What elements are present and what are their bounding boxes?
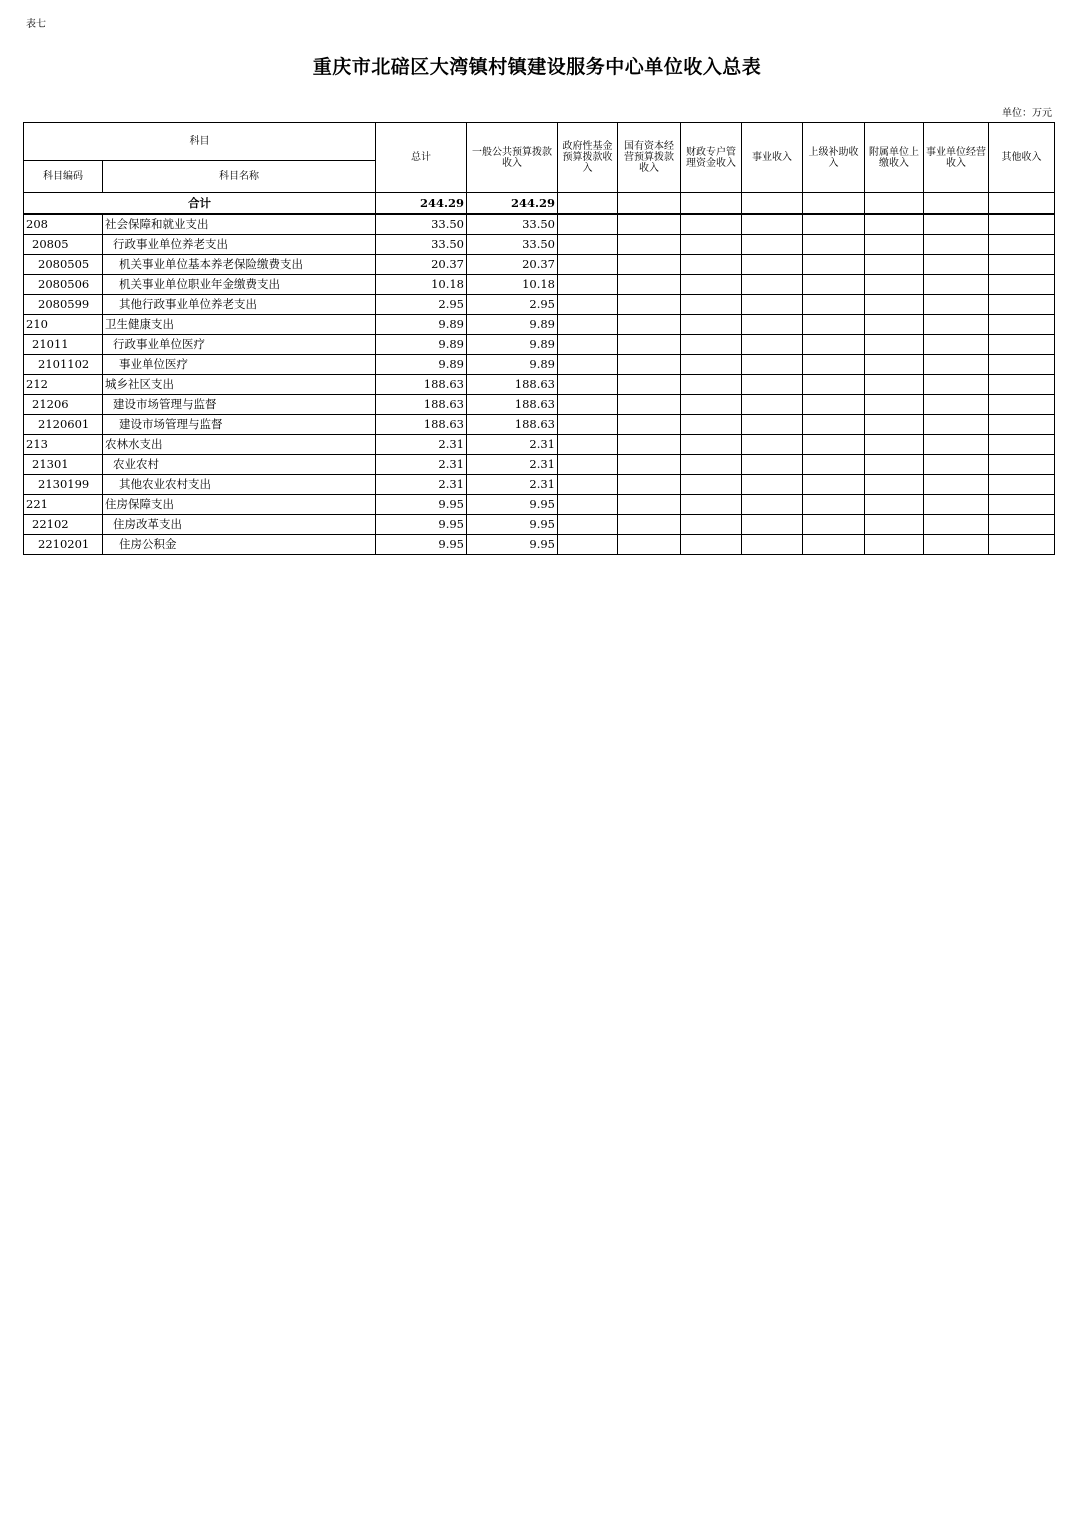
row-empty-cell: [924, 475, 989, 495]
row-empty-cell: [681, 315, 742, 335]
row-empty-cell: [618, 214, 681, 235]
table-row: [24, 214, 1055, 235]
row-empty-cell: [803, 335, 865, 355]
table-row: [24, 355, 1055, 375]
row-empty-cell: [742, 295, 803, 315]
row-empty-cell: [989, 515, 1055, 535]
row-code: 21301: [24, 455, 103, 475]
income-summary-table: [23, 122, 1055, 555]
row-empty-cell: [742, 535, 803, 555]
row-code: 213: [24, 435, 103, 455]
table-row: [24, 335, 1055, 355]
row-empty-cell: [989, 495, 1055, 515]
row-empty-cell: [989, 435, 1055, 455]
row-total: 188.63: [376, 395, 467, 415]
row-empty-cell: [865, 355, 924, 375]
row-empty-cell: [681, 475, 742, 495]
row-general-budget: 9.89: [467, 315, 558, 335]
row-code: 210: [24, 315, 103, 335]
row-code: 22102: [24, 515, 103, 535]
header-col-general-budget: 一般公共预算拨款收入: [467, 123, 558, 193]
row-name: 行政事业单位养老支出: [103, 235, 376, 255]
row-general-budget: 188.63: [467, 375, 558, 395]
row-code: 212: [24, 375, 103, 395]
row-empty-cell: [803, 455, 865, 475]
page-title: 重庆市北碚区大湾镇村镇建设服务中心单位收入总表: [312, 56, 762, 78]
row-code: 2120601: [24, 415, 103, 435]
row-total: 188.63: [376, 415, 467, 435]
row-empty-cell: [865, 275, 924, 295]
row-empty-cell: [989, 315, 1055, 335]
row-empty-cell: [618, 475, 681, 495]
row-total: 33.50: [376, 235, 467, 255]
row-total: 9.95: [376, 515, 467, 535]
row-empty-cell: [803, 395, 865, 415]
row-empty-cell: [924, 235, 989, 255]
row-name: 农林水支出: [103, 435, 376, 455]
row-total: 9.89: [376, 335, 467, 355]
row-empty-cell: [618, 375, 681, 395]
row-empty-cell: [924, 455, 989, 475]
row-name: 住房保障支出: [103, 495, 376, 515]
row-total: 9.89: [376, 355, 467, 375]
table-row: [24, 255, 1055, 275]
row-empty-cell: [989, 415, 1055, 435]
row-empty-cell: [681, 495, 742, 515]
row-total: 188.63: [376, 375, 467, 395]
row-empty-cell: [618, 455, 681, 475]
row-empty-cell: [558, 235, 618, 255]
row-code: 2080506: [24, 275, 103, 295]
row-empty-cell: [681, 515, 742, 535]
total-sum: 244.29: [376, 193, 467, 215]
row-empty-cell: [618, 435, 681, 455]
row-empty-cell: [803, 255, 865, 275]
row-empty-cell: [618, 395, 681, 415]
row-empty-cell: [558, 335, 618, 355]
row-code: 21206: [24, 395, 103, 415]
row-name: 行政事业单位医疗: [103, 335, 376, 355]
row-empty-cell: [924, 375, 989, 395]
row-empty-cell: [924, 515, 989, 535]
row-general-budget: 20.37: [467, 255, 558, 275]
row-general-budget: 10.18: [467, 275, 558, 295]
row-general-budget: 9.95: [467, 515, 558, 535]
table-row: [24, 475, 1055, 495]
row-empty-cell: [681, 395, 742, 415]
row-empty-cell: [989, 214, 1055, 235]
row-general-budget: 2.31: [467, 475, 558, 495]
row-total: 2.31: [376, 435, 467, 455]
header-col-special-account: 财政专户管理资金收入: [681, 123, 742, 193]
table-row: [24, 235, 1055, 255]
row-empty-cell: [742, 415, 803, 435]
row-empty-cell: [681, 235, 742, 255]
row-empty-cell: [865, 515, 924, 535]
row-empty-cell: [742, 214, 803, 235]
row-total: 20.37: [376, 255, 467, 275]
row-name: 住房改革支出: [103, 515, 376, 535]
row-empty-cell: [558, 435, 618, 455]
row-empty-cell: [681, 535, 742, 555]
row-empty-cell: [803, 275, 865, 295]
row-total: 2.31: [376, 475, 467, 495]
row-total: 9.95: [376, 495, 467, 515]
row-empty-cell: [742, 255, 803, 275]
row-empty-cell: [924, 355, 989, 375]
row-total: 33.50: [376, 214, 467, 235]
row-empty-cell: [865, 475, 924, 495]
row-empty-cell: [558, 515, 618, 535]
row-code: 20805: [24, 235, 103, 255]
row-empty-cell: [742, 475, 803, 495]
row-empty-cell: [558, 275, 618, 295]
total-label: 合计: [24, 193, 376, 215]
row-empty-cell: [618, 415, 681, 435]
row-empty-cell: [924, 435, 989, 455]
row-general-budget: 188.63: [467, 415, 558, 435]
row-empty-cell: [681, 275, 742, 295]
row-empty-cell: [558, 355, 618, 375]
row-name: 建设市场管理与监督: [103, 415, 376, 435]
row-empty-cell: [742, 495, 803, 515]
row-empty-cell: [742, 335, 803, 355]
header-col-superior-subsidy: 上级补助收入: [803, 123, 865, 193]
row-empty-cell: [865, 415, 924, 435]
row-empty-cell: [865, 375, 924, 395]
row-empty-cell: [803, 415, 865, 435]
row-empty-cell: [865, 435, 924, 455]
row-empty-cell: [742, 395, 803, 415]
row-empty-cell: [618, 515, 681, 535]
row-code: 2080599: [24, 295, 103, 315]
row-total: 10.18: [376, 275, 467, 295]
row-empty-cell: [865, 315, 924, 335]
row-name: 住房公积金: [103, 535, 376, 555]
table-row: [24, 535, 1055, 555]
row-empty-cell: [742, 275, 803, 295]
table-row: [24, 275, 1055, 295]
row-empty-cell: [742, 355, 803, 375]
row-code: 221: [24, 495, 103, 515]
row-empty-cell: [803, 315, 865, 335]
row-empty-cell: [742, 515, 803, 535]
row-total: 2.31: [376, 455, 467, 475]
row-total: 9.95: [376, 535, 467, 555]
row-empty-cell: [681, 455, 742, 475]
row-empty-cell: [803, 295, 865, 315]
row-empty-cell: [924, 214, 989, 235]
row-empty-cell: [989, 395, 1055, 415]
row-empty-cell: [618, 535, 681, 555]
row-empty-cell: [989, 295, 1055, 315]
table-row: [24, 395, 1055, 415]
row-empty-cell: [618, 355, 681, 375]
row-empty-cell: [558, 375, 618, 395]
row-empty-cell: [558, 214, 618, 235]
row-empty-cell: [924, 415, 989, 435]
row-empty-cell: [558, 475, 618, 495]
row-empty-cell: [681, 335, 742, 355]
header-code: 科目编码: [24, 161, 103, 193]
row-code: 2101102: [24, 355, 103, 375]
row-general-budget: 9.95: [467, 495, 558, 515]
row-empty-cell: [924, 255, 989, 275]
row-name: 城乡社区支出: [103, 375, 376, 395]
row-empty-cell: [989, 335, 1055, 355]
row-name: 机关事业单位职业年金缴费支出: [103, 275, 376, 295]
row-name: 社会保障和就业支出: [103, 214, 376, 235]
header-col-business-income: 事业收入: [742, 123, 803, 193]
row-total: 2.95: [376, 295, 467, 315]
row-empty-cell: [989, 455, 1055, 475]
row-empty-cell: [924, 395, 989, 415]
row-empty-cell: [681, 214, 742, 235]
table-row: [24, 295, 1055, 315]
total-row: [24, 193, 1055, 215]
row-general-budget: 9.89: [467, 355, 558, 375]
header-col-operating-income: 事业单位经营收入: [924, 123, 989, 193]
row-empty-cell: [924, 295, 989, 315]
row-empty-cell: [924, 495, 989, 515]
table-row: [24, 495, 1055, 515]
row-empty-cell: [989, 375, 1055, 395]
table-row: [24, 435, 1055, 455]
table-row: [24, 415, 1055, 435]
row-empty-cell: [558, 315, 618, 335]
row-empty-cell: [618, 275, 681, 295]
table-row: [24, 455, 1055, 475]
row-empty-cell: [865, 335, 924, 355]
row-general-budget: 2.31: [467, 455, 558, 475]
row-empty-cell: [865, 235, 924, 255]
table-number-label: 表七: [26, 19, 46, 30]
row-name: 建设市场管理与监督: [103, 395, 376, 415]
row-empty-cell: [558, 455, 618, 475]
row-empty-cell: [865, 535, 924, 555]
row-name: 其他行政事业单位养老支出: [103, 295, 376, 315]
row-empty-cell: [618, 315, 681, 335]
row-empty-cell: [924, 335, 989, 355]
header-col-state-capital: 国有资本经营预算拨款收入: [618, 123, 681, 193]
header-col-other-income: 其他收入: [989, 123, 1055, 193]
row-empty-cell: [681, 355, 742, 375]
row-empty-cell: [865, 455, 924, 475]
row-code: 21011: [24, 335, 103, 355]
row-empty-cell: [989, 535, 1055, 555]
row-empty-cell: [803, 214, 865, 235]
total-general-budget: 244.29: [467, 193, 558, 215]
table-row: [24, 315, 1055, 335]
row-empty-cell: [558, 295, 618, 315]
row-empty-cell: [865, 214, 924, 235]
row-code: 2130199: [24, 475, 103, 495]
row-empty-cell: [989, 475, 1055, 495]
header-col-total: 总计: [376, 123, 467, 193]
row-empty-cell: [924, 535, 989, 555]
row-empty-cell: [989, 255, 1055, 275]
row-general-budget: 188.63: [467, 395, 558, 415]
row-empty-cell: [803, 355, 865, 375]
row-empty-cell: [618, 495, 681, 515]
row-empty-cell: [742, 455, 803, 475]
row-empty-cell: [618, 295, 681, 315]
row-empty-cell: [558, 255, 618, 275]
row-empty-cell: [803, 375, 865, 395]
row-name: 卫生健康支出: [103, 315, 376, 335]
row-empty-cell: [803, 515, 865, 535]
row-name: 其他农业农村支出: [103, 475, 376, 495]
row-empty-cell: [681, 435, 742, 455]
row-general-budget: 9.95: [467, 535, 558, 555]
row-empty-cell: [558, 535, 618, 555]
row-code: 2210201: [24, 535, 103, 555]
row-empty-cell: [618, 335, 681, 355]
row-empty-cell: [803, 435, 865, 455]
row-empty-cell: [558, 495, 618, 515]
row-general-budget: 33.50: [467, 235, 558, 255]
row-empty-cell: [803, 535, 865, 555]
row-empty-cell: [558, 415, 618, 435]
row-empty-cell: [681, 375, 742, 395]
header-name: 科目名称: [103, 161, 376, 193]
row-empty-cell: [558, 395, 618, 415]
row-empty-cell: [742, 435, 803, 455]
row-empty-cell: [865, 495, 924, 515]
row-total: 9.89: [376, 315, 467, 335]
row-general-budget: 9.89: [467, 335, 558, 355]
row-empty-cell: [803, 235, 865, 255]
row-empty-cell: [924, 275, 989, 295]
table-row: [24, 375, 1055, 395]
row-empty-cell: [865, 255, 924, 275]
row-code: 208: [24, 214, 103, 235]
row-code: 2080505: [24, 255, 103, 275]
row-empty-cell: [924, 315, 989, 335]
row-empty-cell: [989, 235, 1055, 255]
row-general-budget: 2.95: [467, 295, 558, 315]
row-empty-cell: [742, 375, 803, 395]
row-name: 事业单位医疗: [103, 355, 376, 375]
row-empty-cell: [989, 355, 1055, 375]
row-empty-cell: [803, 475, 865, 495]
row-name: 农业农村: [103, 455, 376, 475]
row-general-budget: 2.31: [467, 435, 558, 455]
unit-label: 单位：万元: [1002, 108, 1052, 119]
header-col-gov-fund: 政府性基金预算拨款收入: [558, 123, 618, 193]
row-empty-cell: [865, 295, 924, 315]
table-row: [24, 515, 1055, 535]
header-col-affiliated-units: 附属单位上缴收入: [865, 123, 924, 193]
header-subject: 科目: [24, 123, 376, 161]
row-empty-cell: [742, 315, 803, 335]
row-empty-cell: [618, 255, 681, 275]
row-empty-cell: [618, 235, 681, 255]
row-empty-cell: [681, 255, 742, 275]
row-empty-cell: [681, 415, 742, 435]
row-empty-cell: [865, 395, 924, 415]
row-general-budget: 33.50: [467, 214, 558, 235]
row-empty-cell: [681, 295, 742, 315]
row-empty-cell: [742, 235, 803, 255]
row-empty-cell: [989, 275, 1055, 295]
row-empty-cell: [803, 495, 865, 515]
row-name: 机关事业单位基本养老保险缴费支出: [103, 255, 376, 275]
